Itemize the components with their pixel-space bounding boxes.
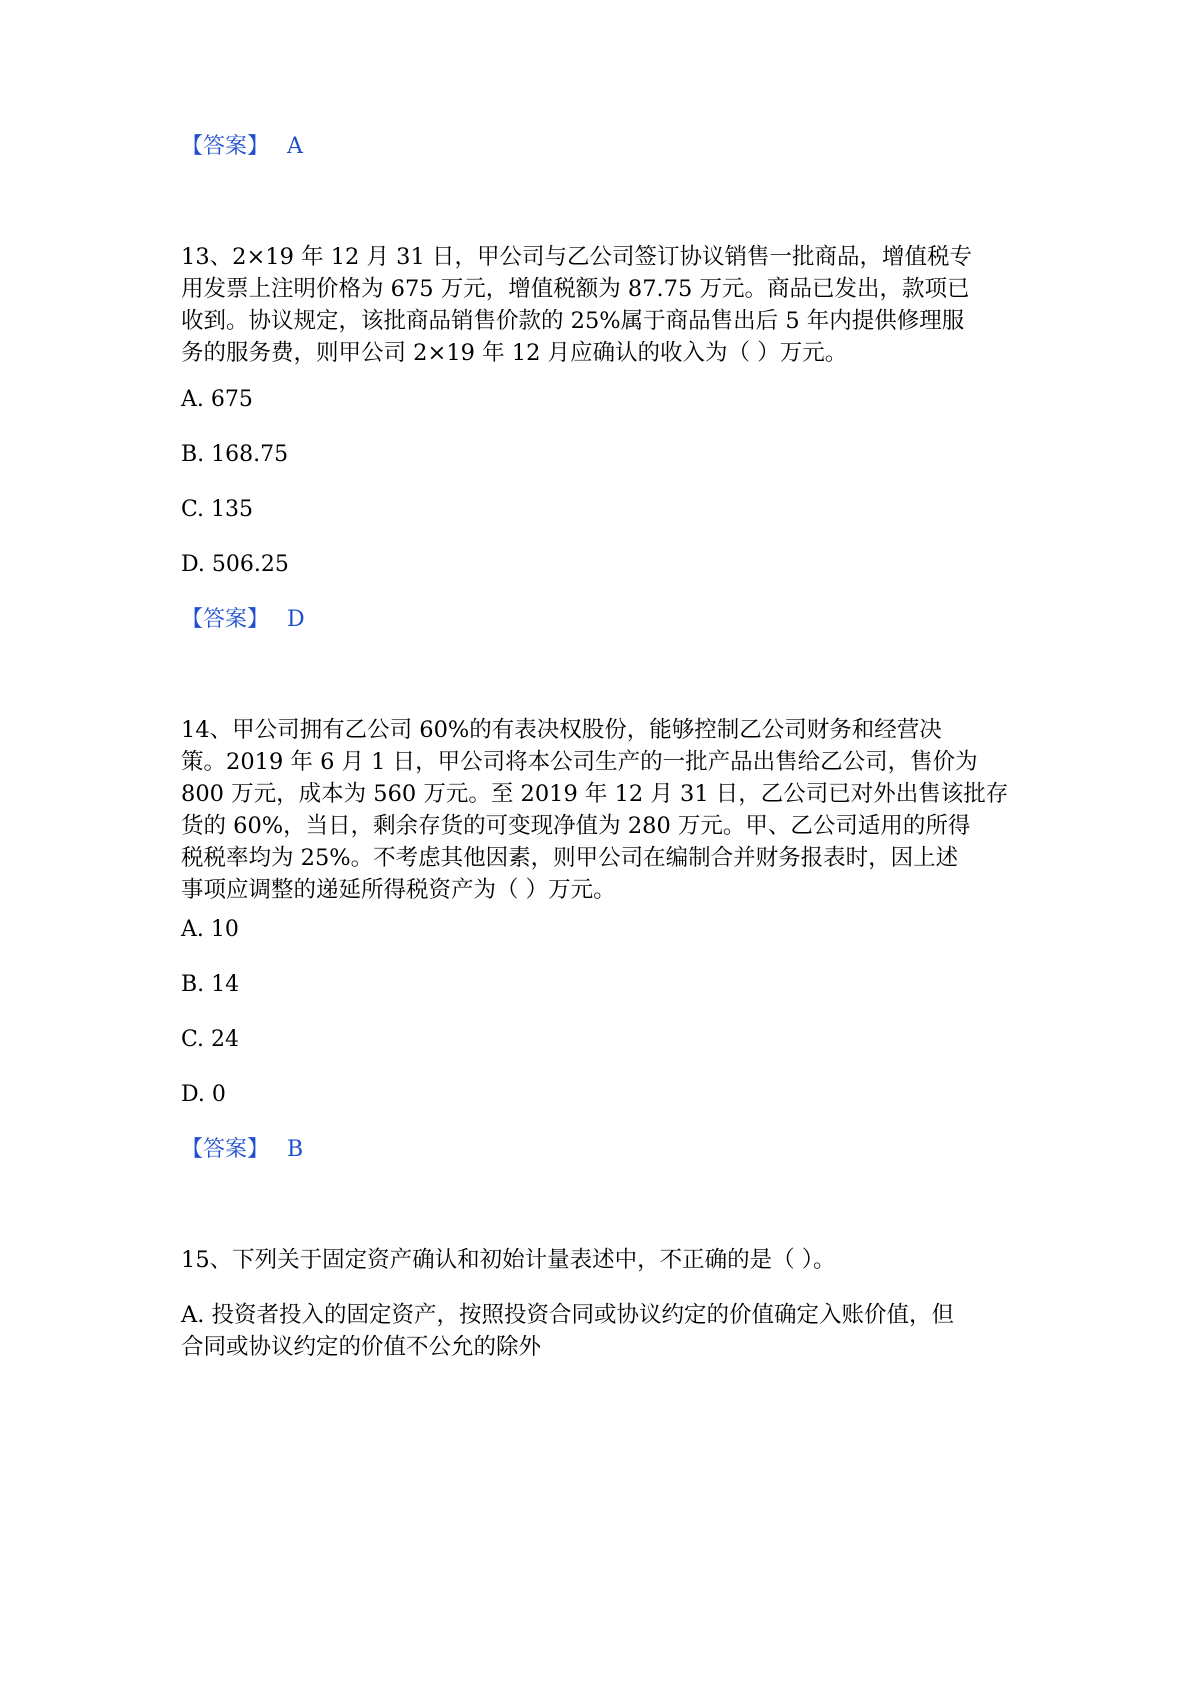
question-13-line-4: 务的服务费，则甲公司 2×19 年 12 月应确认的收入为（ ）万元。 xyxy=(181,340,848,366)
answer-letter: A xyxy=(287,134,303,159)
answer-label: 【答案】 xyxy=(181,1137,270,1162)
question-14-line-1: 14、甲公司拥有乙公司 60%的有表决权股份，能够控制乙公司财务和经营决 xyxy=(181,717,942,743)
question-13-line-1: 13、2×19 年 12 月 31 日，甲公司与乙公司签订协议销售一批商品，增值税专 xyxy=(181,244,972,270)
question-15-option-a-line-2: 合同或协议约定的价值不公允的除外 xyxy=(181,1334,542,1360)
question-13-option-c: C. 135 xyxy=(181,497,254,522)
question-14-line-3: 800 万元，成本为 560 万元。至 2019 年 12 月 31 日，乙公司已对外出售该批存 xyxy=(181,781,1009,807)
question-14-line-6: 事项应调整的递延所得税资产为（ ）万元。 xyxy=(181,877,616,903)
question-14-option-b: B. 14 xyxy=(181,972,240,997)
answer-letter: B xyxy=(287,1137,304,1162)
answer-line-q12 xyxy=(181,131,303,163)
question-14-line-4: 货的 60%，当日，剩余存货的可变现净值为 280 万元。甲、乙公司适用的所得 xyxy=(181,813,971,839)
question-15-line-1: 15、下列关于固定资产确认和初始计量表述中，不正确的是（ ）。 xyxy=(181,1247,836,1273)
answer-label: 【答案】 xyxy=(181,607,270,632)
answer-label: 【答案】 xyxy=(181,134,270,159)
question-14-option-d: D. 0 xyxy=(181,1082,226,1107)
question-13-line-2: 用发票上注明价格为 675 万元，增值税额为 87.75 万元。商品已发出，款项已 xyxy=(181,276,970,302)
question-14-line-5: 税税率均为 25%。不考虑其他因素，则甲公司在编制合并财务报表时，因上述 xyxy=(181,845,959,871)
question-14-line-2: 策。2019 年 6 月 1 日，甲公司将本公司生产的一批产品出售给乙公司，售价为 xyxy=(181,749,978,775)
question-14-option-c: C. 24 xyxy=(181,1027,240,1052)
question-15-option-a-line-1: A. 投资者投入的固定资产，按照投资合同或协议约定的价值确定入账价值，但 xyxy=(181,1302,955,1328)
question-13-line-3: 收到。协议规定，该批商品销售价款的 25%属于商品售出后 5 年内提供修理服 xyxy=(181,308,965,334)
question-14-option-a: A. 10 xyxy=(181,917,239,942)
answer-line-q13 xyxy=(181,604,305,636)
answer-line-q14 xyxy=(181,1134,303,1166)
answer-letter: D xyxy=(287,607,305,632)
question-13-option-a: A. 675 xyxy=(181,387,253,412)
question-13-option-d: D. 506.25 xyxy=(181,552,289,577)
question-13-option-b: B. 168.75 xyxy=(181,442,289,467)
